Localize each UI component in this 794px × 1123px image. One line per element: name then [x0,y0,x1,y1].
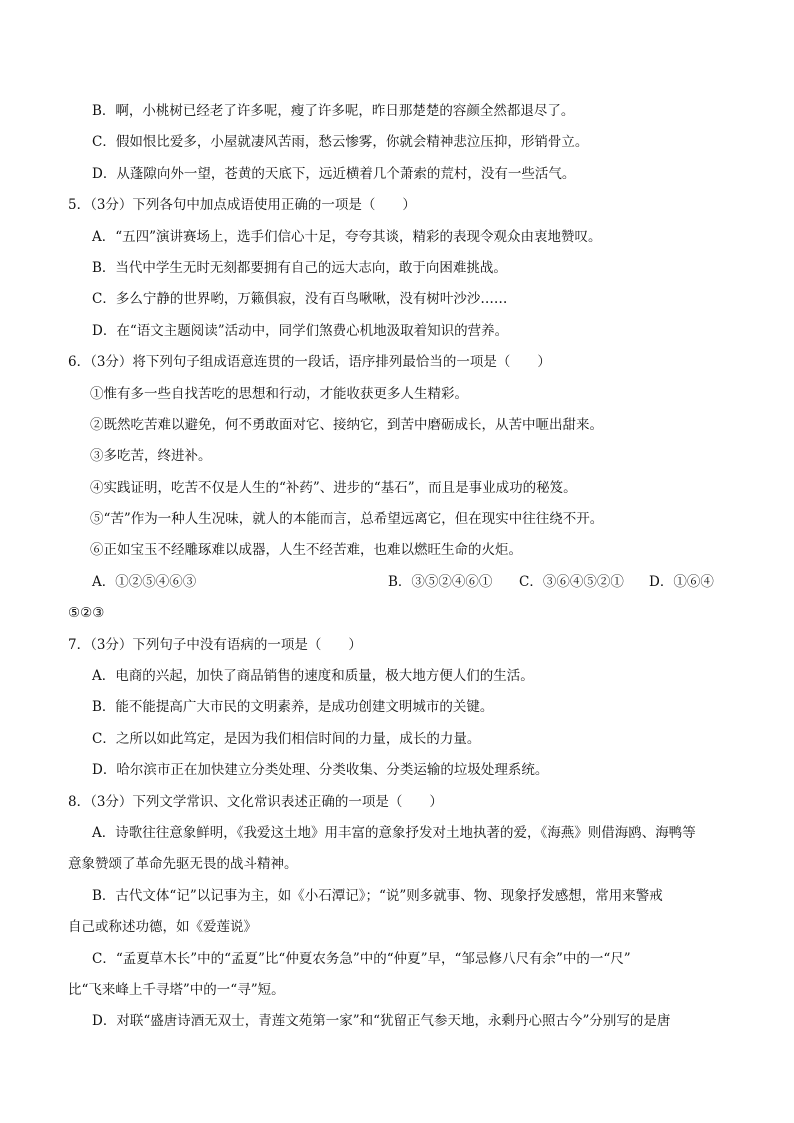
question-stem: 6．（3分）将下列句子组成语意连贯的一段话，语序排列最恰当的一项是（ ） [68,354,551,371]
q6-option-c: C．③⑥④⑤②① [519,573,624,590]
question-stem: 5．（3分）下列各句中加点成语使用正确的一项是（ ） [68,197,416,214]
q6-option-b: B．③⑤②④⑥① [388,573,493,590]
question-stem: 8．（3分）下列文学常识、文化常识表述正确的一项是（ ） [68,793,443,810]
answer-option: C．之所以如此笃定，是因为我们相信时间的力量，成长的力量。 [92,730,481,747]
q6-options-row [68,567,734,598]
answer-option: C．多么宁静的世界哟，万籁俱寂，没有百鸟啾啾，没有树叶沙沙…… [92,291,508,308]
answer-option: A．电商的兴起，加快了商品销售的速度和质量，极大地方便人们的生活。 [92,668,534,685]
answer-option: D．在“语文主题阅读”活动中，同学们煞费心机地汲取着知识的营养。 [92,322,509,339]
answer-option: D．哈尔滨市正在加快建立分类处理、分类收集、分类运输的垃圾处理系统。 [92,762,549,779]
question-block-lower [68,630,734,1038]
answer-option: A．“五四”演讲赛场上，选手们信心十足，夸夸其谈，精彩的表现令观众由衷地赞叹。 [92,228,602,245]
sentence-item: ⑤“苦”作为一种人生况味，就人的本能而言，总希望远离它，但在现实中往往绕不开。 [90,511,604,528]
answer-option: B．当代中学生无时无刻都要拥有自己的远大志向，敢于向困难挑战。 [92,259,507,276]
answer-option: D．从蓬隙向外一望，苍黄的天底下，远近横着几个萧索的荒村，没有一些活气。 [92,165,576,182]
option-continuation: 自己或称述功德，如《爱莲说》 [68,919,257,936]
answer-option: A．诗歌往往意象鲜明，《我爱这土地》用丰富的意象抒发对土地执著的爱，《海燕》则借海鸥、海鸭等 [92,824,696,841]
sentence-item: ②既然吃苦难以避免，何不勇敢面对它、接纳它，到苦中磨砺成长，从苦中咂出甜来。 [90,416,603,433]
answer-option: B．古代文体“记”以记事为主，如《小石潭记》；“说”则多就事、物、现象抒发感想，常用来警戒 [92,887,663,904]
answer-option: C．假如恨比爱多，小屋就凄风苦雨，愁云惨雾，你就会精神悲泣压抑，形销骨立。 [92,134,589,151]
sentence-item: ④实践证明，吃苦不仅是人生的“补药”、进步的“基石”，而且是事业成功的秘笈。 [90,479,577,496]
option-continuation: 意象赞颂了革命先驱无畏的战斗精神。 [68,856,298,873]
option-continuation: 比“飞来峰上千寻塔”中的一“寻”短。 [68,981,285,998]
q6-option-d: D．①⑥④ [649,573,714,590]
answer-option: D．对联“盛唐诗酒无双士，青莲文苑第一家”和“犹留正气参天地，永剩丹心照古今”分别写的是唐 [92,1013,671,1030]
answer-option: B．能不能提高广大市民的文明素养，是成功创建文明城市的关键。 [92,699,494,716]
q6-option-a: A．①②⑤④⑥③ [92,573,197,590]
answer-option: C．“孟夏草木长”中的“孟夏”比“仲夏农务急”中的“仲夏”早，“邹忌修八尺有余”中的一“尺” [92,950,631,967]
sentence-item: ①惟有多一些自找苦吃的思想和行动，才能收获更多人生精彩。 [90,385,468,402]
answer-option: B．啊，小桃树已经老了许多呢，瘦了许多呢，昨日那楚楚的容颜全然都退尽了。 [92,103,575,119]
question-block-upper [68,96,734,567]
sentence-item: ③多吃苦，终进补。 [90,448,212,465]
q6-option-d-continued: ⑤②③ [68,605,105,622]
sentence-item: ⑥正如宝玉不经雕琢难以成器，人生不经苦难，也难以燃旺生命的火炬。 [90,542,522,559]
question-stem: 7．（3分）下列句子中没有语病的一项是（ ） [68,636,362,653]
